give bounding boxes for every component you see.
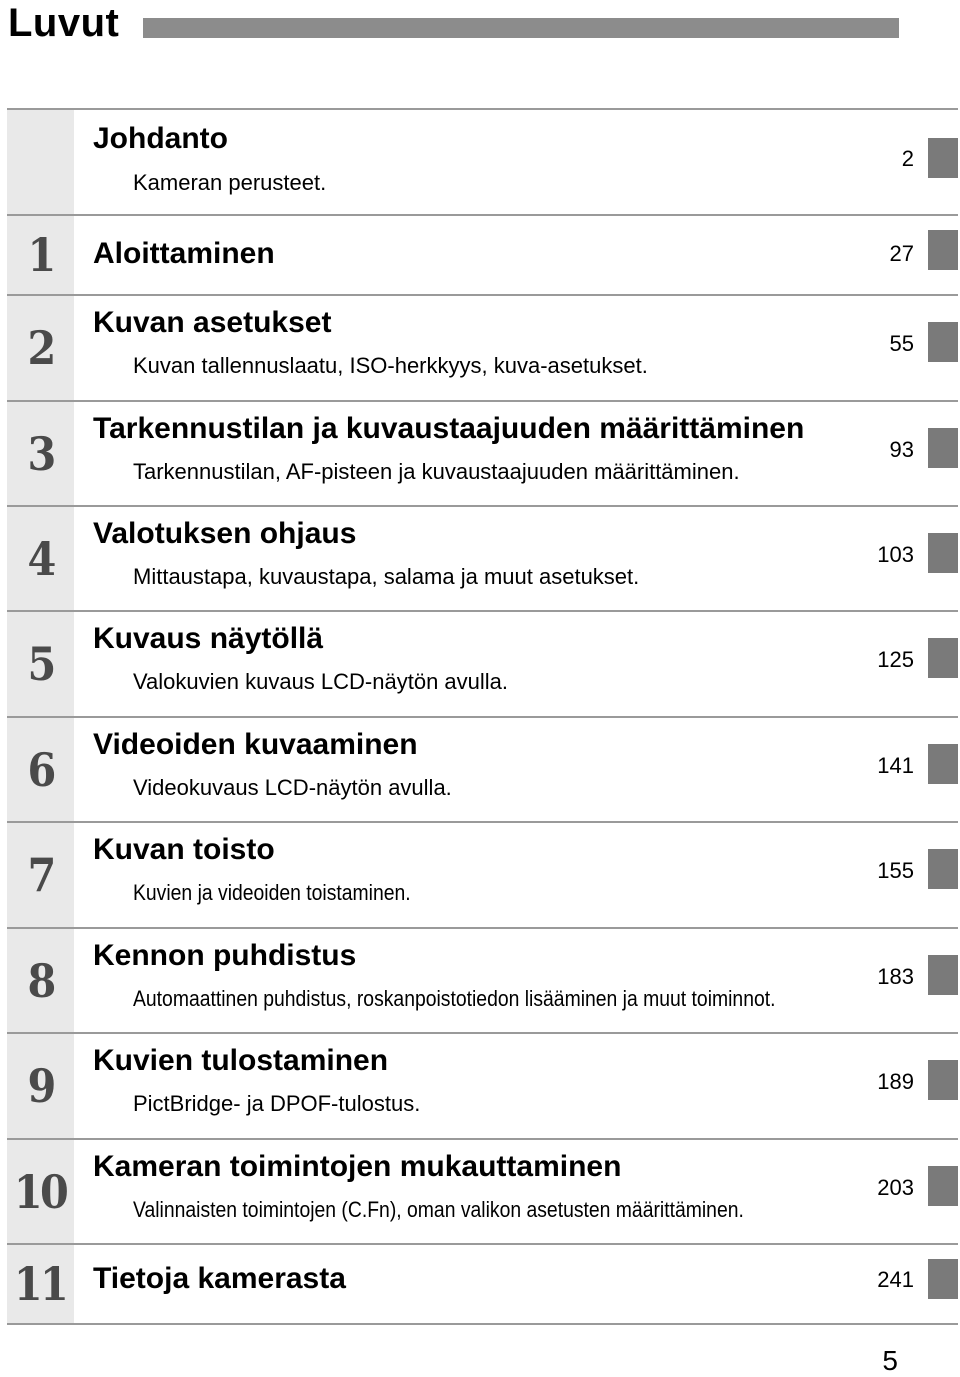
chapter-number: 10	[14, 1164, 67, 1219]
chapter-tab-marker	[928, 1166, 958, 1206]
chapter-tab-marker	[928, 428, 958, 468]
chapter-title[interactable]: Aloittaminen	[93, 237, 275, 270]
chapter-number: 4	[27, 531, 54, 586]
toc-row-7[interactable]	[7, 821, 958, 927]
chapter-tab-marker	[928, 849, 958, 889]
chapter-number-cell	[7, 216, 74, 294]
header-bar	[143, 18, 899, 38]
chapter-title[interactable]: Kuvaus näytöllä	[93, 622, 324, 655]
chapter-tab-marker	[928, 955, 958, 995]
chapter-number-cell	[7, 110, 74, 214]
chapter-number: 11	[14, 1257, 67, 1311]
chapter-subtitle: Kuvan tallennuslaatu, ISO-herkkyys, kuva-asetukset.	[133, 353, 648, 378]
chapter-tab-marker	[928, 1259, 958, 1299]
chapter-page[interactable]: 183	[877, 964, 914, 989]
chapter-subtitle: Valokuvien kuvaus LCD-näytön avulla.	[133, 669, 509, 694]
toc-row-10[interactable]	[7, 1138, 958, 1243]
chapter-tab-marker	[928, 744, 958, 784]
chapter-subtitle: Videokuvaus LCD-näytön avulla.	[133, 775, 452, 800]
chapter-number-cell	[7, 402, 74, 505]
chapter-title[interactable]: Videoiden kuvaaminen	[93, 728, 418, 761]
chapter-subtitle	[133, 880, 449, 906]
chapter-subtitle	[133, 986, 863, 1012]
chapter-subtitle-text: Valinnaisten toimintojen (C.Fn), oman valikon asetusten määrittäminen.	[133, 1197, 744, 1222]
chapter-page[interactable]: 125	[877, 647, 914, 672]
chapter-number: 9	[27, 1059, 54, 1113]
chapter-page[interactable]: 27	[889, 241, 914, 266]
chapter-number: 2	[27, 321, 54, 375]
chapter-page[interactable]: 203	[877, 1175, 914, 1200]
chapter-title[interactable]: Kuvien tulostaminen	[93, 1044, 389, 1077]
chapter-tab-marker	[928, 230, 958, 270]
chapter-title[interactable]: Tarkennustilan ja kuvaustaajuuden määrittäminen	[93, 412, 805, 445]
chapter-tab-marker	[928, 533, 958, 573]
chapter-title[interactable]: Kameran toimintojen mukauttaminen	[93, 1150, 622, 1183]
chapter-subtitle: Kameran perusteet.	[133, 170, 327, 195]
chapter-title[interactable]: Tietoja kamerasta	[93, 1262, 346, 1295]
chapter-title[interactable]: Kuvan toisto	[93, 833, 275, 866]
chapter-number-cell	[7, 718, 74, 821]
chapter-number-cell	[7, 1140, 74, 1243]
chapter-number: 3	[27, 426, 54, 481]
toc-row-3[interactable]	[7, 400, 958, 505]
chapter-number: 8	[27, 953, 54, 1008]
chapter-tab-marker	[928, 638, 958, 678]
page-title: Luvut	[8, 1, 120, 45]
chapter-number: 6	[27, 742, 54, 797]
chapter-subtitle: Mittaustapa, kuvaustapa, salama ja muut asetukset.	[133, 564, 640, 589]
table-of-contents	[7, 108, 958, 1325]
chapter-page[interactable]: 2	[901, 146, 914, 171]
toc-row-6[interactable]	[7, 716, 958, 821]
chapter-number-cell	[7, 1034, 74, 1138]
chapter-title[interactable]: Johdanto	[93, 122, 228, 155]
toc-row-1[interactable]	[7, 214, 958, 294]
chapter-page[interactable]: 189	[877, 1069, 914, 1094]
toc-row-intro[interactable]	[7, 108, 958, 214]
chapter-number-cell	[7, 612, 74, 716]
chapter-page[interactable]: 241	[877, 1267, 914, 1292]
chapter-number-cell	[7, 1245, 74, 1323]
toc-row-4[interactable]	[7, 505, 958, 610]
chapter-number: 7	[27, 848, 54, 902]
chapter-tab-marker	[928, 322, 958, 362]
chapter-subtitle	[133, 1197, 827, 1223]
chapter-page[interactable]: 93	[889, 437, 914, 462]
chapter-title[interactable]: Valotuksen ohjaus	[93, 517, 357, 550]
toc-row-11[interactable]	[7, 1243, 958, 1325]
page-number: 5	[882, 1345, 898, 1376]
toc-row-8[interactable]	[7, 927, 958, 1032]
chapter-number-cell	[7, 507, 74, 610]
chapter-tab-marker	[928, 138, 958, 178]
chapter-page[interactable]: 155	[877, 858, 914, 883]
toc-row-9[interactable]	[7, 1032, 958, 1138]
chapter-number: 1	[27, 228, 54, 282]
chapter-subtitle-text: Automaattinen puhdistus, roskanpoistotiedon lisääminen ja muut toiminnot.	[133, 986, 776, 1011]
chapter-subtitle: PictBridge- ja DPOF-tulostus.	[133, 1091, 421, 1116]
chapter-number-cell	[7, 823, 74, 927]
chapter-subtitle: Tarkennustilan, AF-pisteen ja kuvaustaajuuden määrittäminen.	[133, 459, 740, 484]
chapter-page[interactable]: 103	[877, 542, 914, 567]
chapter-number-cell	[7, 296, 74, 400]
toc-row-5[interactable]	[7, 610, 958, 716]
toc-row-2[interactable]	[7, 294, 958, 400]
chapter-tab-marker	[928, 1060, 958, 1100]
page-header	[0, 0, 960, 60]
chapter-subtitle-text: Kuvien ja videoiden toistaminen.	[133, 880, 411, 905]
chapter-title[interactable]: Kennon puhdistus	[93, 939, 357, 972]
chapter-number: 5	[27, 637, 54, 691]
chapter-title[interactable]: Kuvan asetukset	[93, 306, 332, 339]
chapter-page[interactable]: 55	[889, 331, 914, 356]
chapter-number-cell	[7, 929, 74, 1032]
chapter-page[interactable]: 141	[877, 753, 914, 778]
